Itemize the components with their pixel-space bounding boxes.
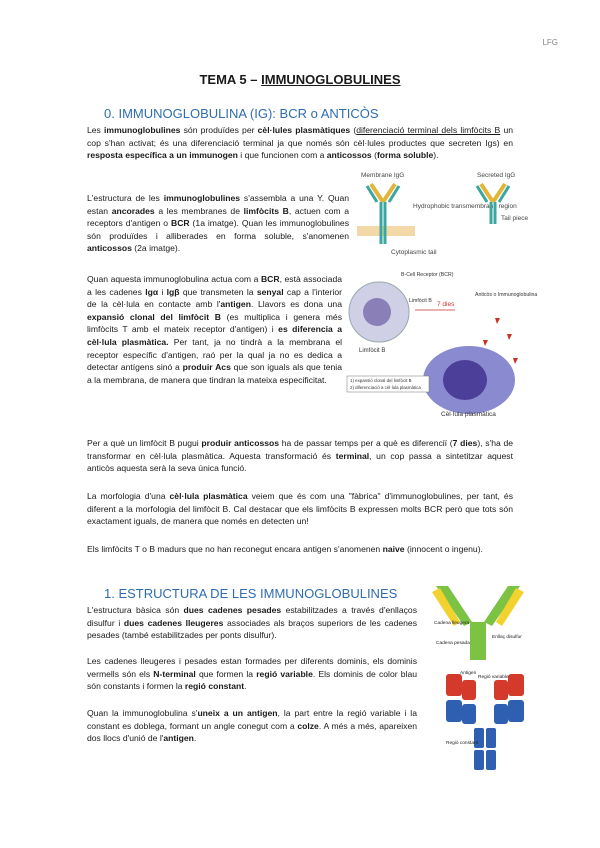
fig1-tailpiece-label: Tail piece — [501, 215, 529, 222]
title-main: IMMUNOGLOBULINES — [261, 72, 401, 87]
paragraph-morphology: La morfologia d'una cèl·lula plasmàtica veiem que és com una "fàbrica" d'immunoglobulines, per tant, és diferent a la morfologia del limfòcit B. Cal destacar que els limfòcits B expressen molts BCR però que tots són exactament iguals, de manera que només en detecten un! — [87, 491, 513, 527]
paragraph-bcr: Quan aquesta immunoglobulina actua com a BCR, està associada a les cadenes Igα i Igβ que transmeten la senyal cap a l'interior de la cèl·lula en contacte amb l'antigen. Llavors es dona una expansió clonal del limfòcit B (es multiplica i genera més limfòcits T amb el mateix receptor d'antigen) i es diferencia a cèl·lula plasmàtica. Per tant, ja no tindrà a la membrana el receptor específic d'antigen, raó per la qual ja no es dedica a detectar antígens sinó a produir Acs que son iguals als que tenia a la membrana, de manera que tindran la mateixa especificitat. — [87, 274, 343, 385]
fig2-legend-2: 2) diferenciació a cèl·lula plasmàtica — [350, 385, 421, 390]
page-title — [0, 72, 600, 87]
paragraph-naive: Els limfòcits T o B madurs que no han reconegut encara antigen s'anomenen naive (innocent o ingenu). — [87, 544, 483, 554]
variable-domain-2 — [462, 680, 476, 700]
fig3-variable-label: Regió variable — [478, 675, 509, 680]
fig2-plasma-label: Cèl·lula plasmàtica — [441, 411, 496, 418]
fig3-constant-label: Regió constant — [446, 741, 478, 746]
title-prefix: TEMA 5 – — [199, 72, 262, 87]
header-initials: LFG — [542, 38, 558, 47]
fig3-heavy-label: Cadena pesada — [436, 641, 470, 646]
fig2-antibody-label: Anticòs o Immunoglobulina — [475, 292, 538, 298]
fig3-disulfide-label: Enllaç disulfur — [492, 635, 522, 640]
fig2-bcr-label: B-Cell Receptor (BCR) — [401, 272, 454, 278]
fig1-hydrophobic-label: Hydrophobic transmembrane region — [413, 203, 517, 210]
constant-domain-6 — [486, 728, 496, 748]
fig1-cytoplasmic-label: Cytoplasmic tail — [391, 249, 437, 256]
fig1-membrane-label: Membrane IgG — [361, 172, 405, 179]
fig2-legend-1: 1) expansió clonal del limfòcit B — [350, 378, 412, 383]
fig2-cellb-label: Limfòcit B — [359, 348, 386, 354]
paragraph-antigen: Quan la immunoglobulina s'uneix a un antigen, la part entre la regió variable i la constant es doblega, formant un angle conegut com a colze. A més a més, apareixen dos llocs d'unió de l'antigen. — [87, 708, 417, 744]
paragraph-intro: Les immunoglobulines són produïdes per cèl·lules plasmàtiques (diferenciació terminal dels limfòcits B un cop s'han activat; és una diferenciació terminal ja que només són cèl·lules productes que secreten Igs) en resposta específica a un immunogen i que funcionen com a anticossos (forma soluble). — [87, 125, 514, 161]
paragraph-chains: L'estructura bàsica són dues cadenes pesades estabilitzades a través d'enllaços disulfur i dues cadenes lleugeres associades als braços superiors de les cadenes pesades (també estabilitzades per ponts disulfur). — [87, 605, 417, 641]
constant-domain-4 — [508, 700, 524, 722]
bcell-nucleus — [363, 298, 391, 326]
constant-domain-7 — [474, 750, 484, 770]
constant-domain-2 — [462, 704, 476, 724]
plasma-nucleus — [443, 360, 487, 400]
fig2-days-label: 7 dies — [437, 301, 455, 308]
constant-domain-3 — [494, 704, 508, 724]
fig1-secreted-label: Secreted IgG — [477, 172, 516, 179]
fig3-light-label: Cadena lleugera — [434, 621, 470, 626]
paragraph-structure: L'estructura de les immunoglobulines s'assembla a una Y. Quan estan ancorades a les membranes de limfòcits B, actuen com a receptors d'antigen o BCR (1a imatge). Quan les immunoglobulines són produïdes i alliberades en forma soluble, s'anomenen anticossos (2a imatge). — [87, 193, 350, 254]
antibody-chains-figure — [432, 582, 524, 662]
bcell-plasma-figure — [345, 268, 538, 420]
antibody-domains-figure — [440, 668, 530, 778]
variable-domain-4 — [508, 674, 524, 696]
paragraph-domains: Les cadenes lleugeres i pesades estan formades per diferents dominis, els dominis vermells són els N-terminal que formen la regió variable. Els dominis de color blau són constants i formen la regió constant. — [87, 656, 418, 692]
constant-domain-8 — [486, 750, 496, 770]
fig2-limfocit-label: Limfòcit B — [409, 298, 432, 304]
paragraph-plasma: Per a què un limfòcit B pugui produir anticossos ha de passar temps per a què es diferenciï (7 dies), s'ha de transformar en cèl·lula plasmàtica. Aquesta transformació és terminal, un cop passa a sintetitzar aquest anticòs aquesta serà la seva única funció. — [87, 438, 513, 474]
variable-domain-1 — [446, 674, 462, 696]
constant-domain-1 — [446, 700, 462, 722]
heavy-stem — [470, 622, 486, 660]
section-0-heading: 0. IMMUNOGLOBULINA (IG): BCR o ANTICÒS — [104, 106, 379, 121]
variable-domain-3 — [494, 680, 508, 700]
section-1-heading: 1. ESTRUCTURA DE LES IMMUNOGLOBULINES — [104, 586, 398, 601]
fig3-antigen-label: Antigen — [460, 671, 477, 676]
igg-membrane-secreted-figure — [353, 168, 529, 260]
